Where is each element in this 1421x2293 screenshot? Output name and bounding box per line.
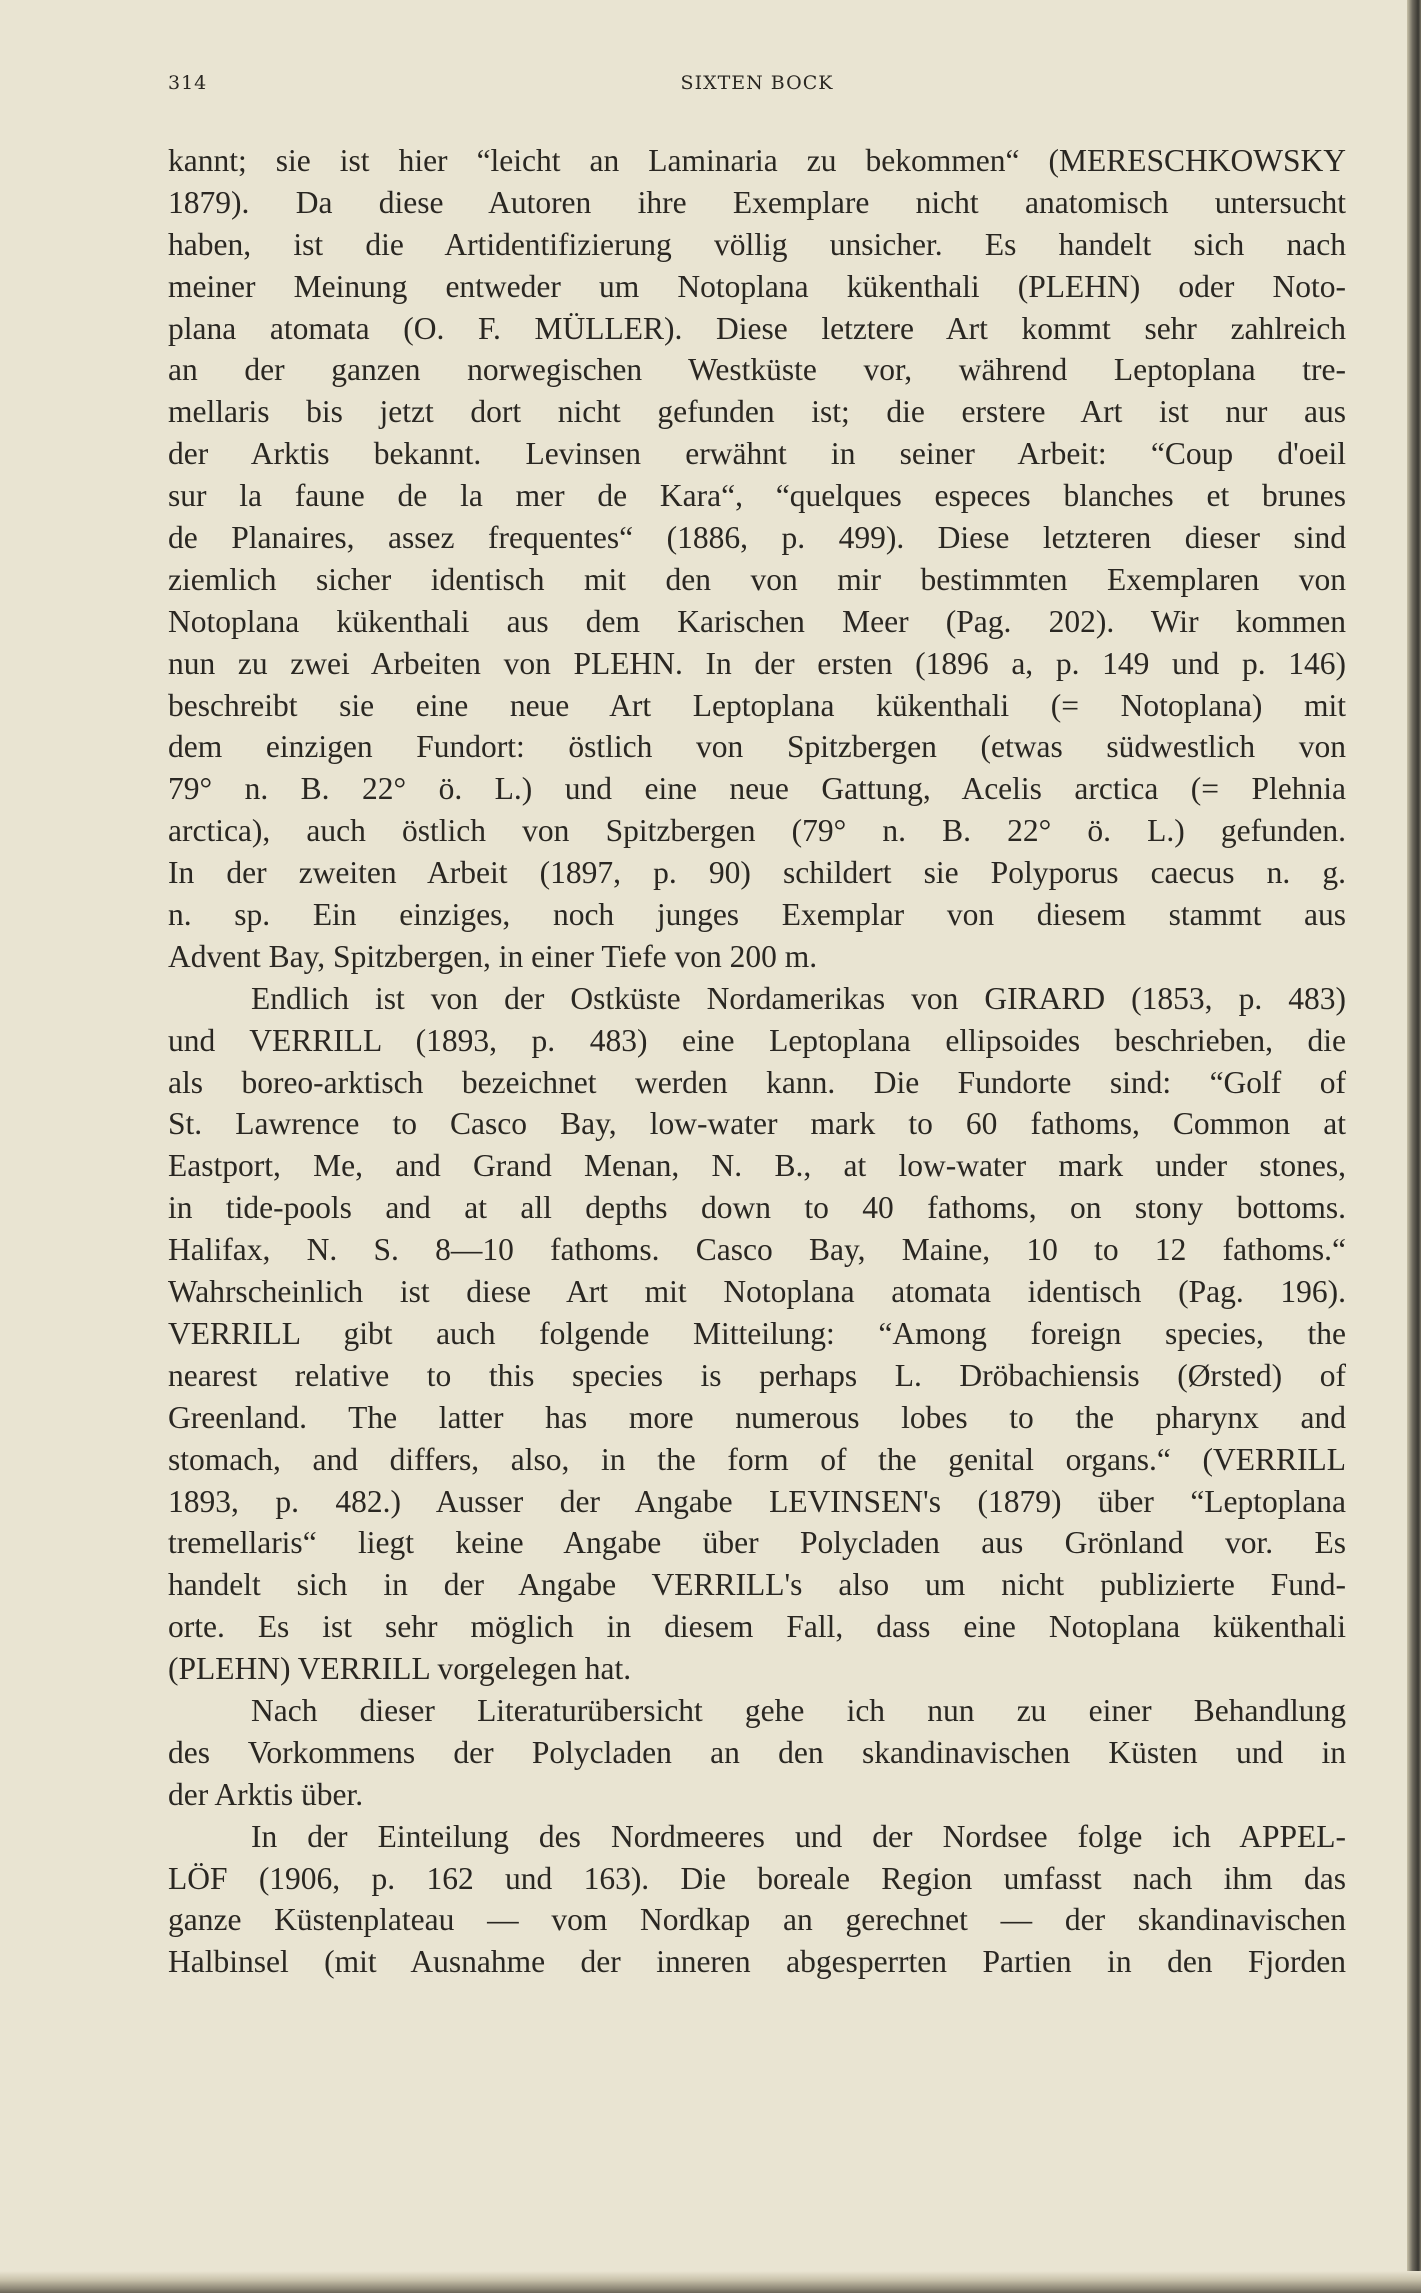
text-line: und VERRILL (1893, p. 483) eine Leptoplana ellipsoides beschrieben, die xyxy=(168,1022,1346,1058)
text-line: VERRILL gibt auch folgende Mitteilung: “Among foreign species, the xyxy=(168,1315,1346,1351)
text-line: der Arktis bekannt. Levinsen erwähnt in seiner Arbeit: “Coup d'oeil xyxy=(168,436,1346,472)
text-line: handelt sich in der Angabe VERRILL's also um nicht publizierte Fund- xyxy=(168,1567,1346,1603)
text-line: mellaris bis jetzt dort nicht gefunden ist; die erstere Art ist nur aus xyxy=(168,394,1346,430)
text-line: St. Lawrence to Casco Bay, low-water mark to 60 fathoms, Common at xyxy=(168,1106,1346,1142)
text-line: 1893, p. 482.) Ausser der Angabe LEVINSEN's (1879) über “Leptoplana xyxy=(168,1483,1346,1519)
text-line: nun zu zwei Arbeiten von PLEHN. In der ersten (1896 a, p. 149 und p. 146) xyxy=(168,645,1346,681)
text-line: 79° n. B. 22° ö. L.) und eine neue Gattung, Acelis arctica (= Plehnia xyxy=(168,771,1346,807)
text-line: plana atomata (O. F. MÜLLER). Diese letztere Art kommt sehr zahlreich xyxy=(168,310,1346,346)
text-line: ziemlich sicher identisch mit den von mir bestimmten Exemplaren von xyxy=(168,561,1346,597)
body-text xyxy=(168,140,1346,1983)
text-line: 1879). Da diese Autoren ihre Exemplare nicht anatomisch untersucht xyxy=(168,184,1346,220)
text-line: haben, ist die Artidentifizierung völlig unsicher. Es handelt sich nach xyxy=(168,226,1346,262)
text-line: Notoplana kükenthali aus dem Karischen Meer (Pag. 202). Wir kommen xyxy=(168,603,1346,639)
text-line: Endlich ist von der Ostküste Nordamerikas von GIRARD (1853, p. 483) xyxy=(251,980,1346,1016)
text-line: Advent Bay, Spitzbergen, in einer Tiefe von 200 m. xyxy=(168,938,818,974)
text-line: nearest relative to this species is perhaps L. Dröbachiensis (Ørsted) of xyxy=(168,1357,1346,1393)
text-line: LÖF (1906, p. 162 und 163). Die boreale Region umfasst nach ihm das xyxy=(168,1860,1346,1896)
page-header xyxy=(168,72,1346,102)
text-line: Nach dieser Literaturübersicht gehe ich nun zu einer Behandlung xyxy=(251,1692,1346,1728)
text-line: tremellaris“ liegt keine Angabe über Polycladen aus Grönland vor. Es xyxy=(168,1525,1346,1561)
text-line: Eastport, Me, and Grand Menan, N. B., at low-water mark under stones, xyxy=(168,1148,1346,1184)
text-line: meiner Meinung entweder um Notoplana kükenthali (PLEHN) oder Noto- xyxy=(168,268,1346,304)
text-line: Greenland. The latter has more numerous lobes to the pharynx and xyxy=(168,1399,1346,1435)
page-number: 314 xyxy=(168,72,208,94)
text-line: ganze Küstenplateau — vom Nordkap an gerechnet — der skandinavischen xyxy=(168,1902,1346,1938)
text-line: dem einzigen Fundort: östlich von Spitzbergen (etwas südwestlich von xyxy=(168,729,1346,765)
text-line: arctica), auch östlich von Spitzbergen (79° n. B. 22° ö. L.) gefunden. xyxy=(168,813,1346,849)
text-line: stomach, and differs, also, in the form of the genital organs.“ (VERRILL xyxy=(168,1441,1346,1477)
text-line: de Planaires, assez frequentes“ (1886, p. 499). Diese letzteren dieser sind xyxy=(168,520,1346,556)
text-line: sur la faune de la mer de Kara“, “quelques especes blanches et brunes xyxy=(168,478,1346,514)
text-line: orte. Es ist sehr möglich in diesem Fall, dass eine Notoplana kükenthali xyxy=(168,1609,1346,1645)
text-line: n. sp. Ein einziges, noch junges Exemplar von diesem stammt aus xyxy=(168,897,1346,933)
running-head: SIXTEN BOCK xyxy=(680,72,834,94)
text-line: an der ganzen norwegischen Westküste vor, während Leptoplana tre- xyxy=(168,352,1346,388)
text-line: in tide-pools and at all depths down to 40 fathoms, on stony bottoms. xyxy=(168,1190,1346,1226)
text-line: kannt; sie ist hier “leicht an Laminaria zu bekommen“ (MERESCHKOWSKY xyxy=(168,143,1346,178)
text-line: (PLEHN) VERRILL vorgelegen hat. xyxy=(168,1651,632,1687)
page-edge-shadow xyxy=(1407,0,1421,2293)
text-line: In der zweiten Arbeit (1897, p. 90) schildert sie Polyporus caecus n. g. xyxy=(168,855,1346,891)
text-line: beschreibt sie eine neue Art Leptoplana kükenthali (= Notoplana) mit xyxy=(168,687,1346,723)
text-line: Wahrscheinlich ist diese Art mit Notoplana atomata identisch (Pag. 196). xyxy=(168,1274,1346,1310)
page-bottom-shadow xyxy=(0,2271,1421,2293)
text-line: als boreo-arktisch bezeichnet werden kann. Die Fundorte sind: “Golf of xyxy=(168,1064,1346,1100)
text-line: Halbinsel (mit Ausnahme der inneren abgesperrten Partien in den Fjorden xyxy=(168,1944,1346,1980)
text-line: der Arktis über. xyxy=(168,1776,364,1812)
text-line: Halifax, N. S. 8—10 fathoms. Casco Bay, Maine, 10 to 12 fathoms.“ xyxy=(168,1232,1346,1268)
text-line: des Vorkommens der Polycladen an den skandinavischen Küsten und in xyxy=(168,1734,1346,1770)
text-line: In der Einteilung des Nordmeeres und der Nordsee folge ich APPEL- xyxy=(251,1818,1346,1854)
